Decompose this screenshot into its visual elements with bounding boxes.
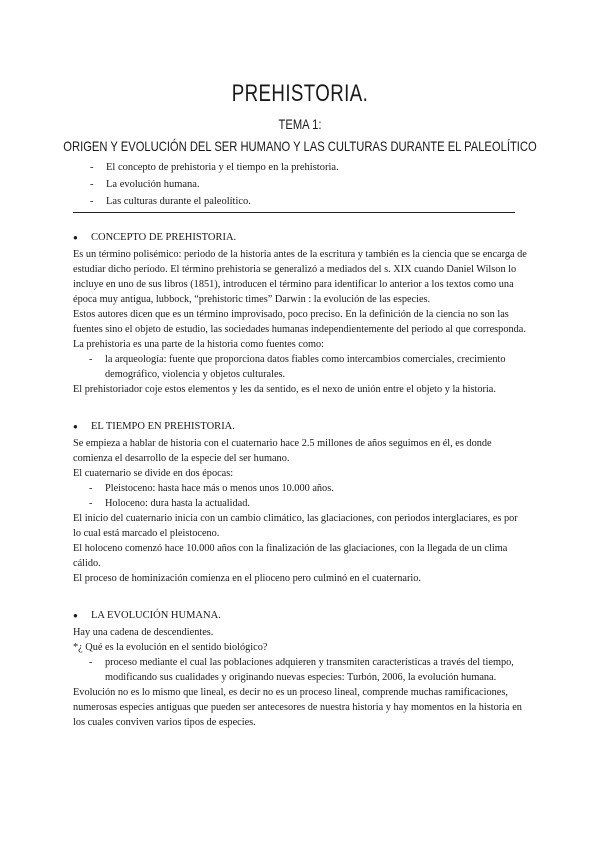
page-title: PREHISTORIA. (231, 80, 369, 107)
section-heading: ● CONCEPTO DE PREHISTORIA. (73, 230, 528, 245)
list-item: - Holoceno: dura hasta la actualidad. (73, 496, 528, 511)
section-heading: ● EL TIEMPO EN PREHISTORIA. (73, 419, 528, 434)
paragraph: Hay una cadena de descendientes. (73, 627, 214, 638)
section-concepto (73, 230, 528, 397)
list-item: - la arqueología: fuente que proporciona datos fiables como intercambios comerciales, crecimiento demográfico, violencia y objetos culturales. (73, 352, 528, 382)
horizontal-divider (73, 212, 515, 213)
paragraph: *¿ Qué es la evolución en el sentido biológico? (73, 642, 268, 653)
section-tiempo (73, 419, 528, 586)
topic-number: TEMA 1: (278, 116, 322, 132)
intro-item: - El concepto de prehistoria y el tiempo en la prehistoria. (90, 159, 339, 176)
document-body (73, 230, 528, 752)
paragraph: El inicio del cuaternario inicia con un cambio climático, las glaciaciones, con periodos interglaciares, es por lo cual está marcado el pleistoceno. (73, 513, 518, 539)
section-evolucion (73, 608, 528, 730)
paragraph: Evolución no es lo mismo que lineal, es decir no es un proceso lineal, comprende muchas ramificaciones, numerosas especies antiguas que pueden ser antecesores de nuestra historia y hay momentos en la historia en los cuales conviven varios tipos de especies. (73, 687, 522, 728)
list-item: - proceso mediante el cual las poblaciones adquieren y transmiten características a través del tiempo, modificando sus cualidades y originando nuevas especies: Turbón, 2006, la evolución humana. (73, 655, 528, 685)
paragraph: El prehistoriador coje estos elementos y les da sentido, es el nexo de unión entre el objeto y la historia. (73, 384, 496, 395)
paragraph: El holoceno comenzó hace 10.000 años con la finalización de las glaciaciones, con la llegada de un clima cálido. (73, 543, 508, 569)
list-item: - Pleistoceno: hasta hace más o menos unos 10.000 años. (73, 481, 528, 496)
paragraph: Es un término polisémico: periodo de la historia antes de la escritura y también es la ciencia que se encarga de estudiar dicho periodo. El término prehistoria se generalizó a mediados del s. XIX cuando Daniel Wilson lo incluye en uno de sus libros (1851), introducen el término para identificar lo anterior a los textos como una época muy antigua, lubbock, “prehistoric times” Darwin : la evolución de las especies. (73, 249, 527, 305)
intro-item: - La evolución humana. (90, 176, 339, 193)
paragraph: Se empieza a hablar de historia con el cuaternario hace 2.5 millones de años seguimos en él, es donde comienza el desarrollo de la especie del ser humano. (73, 438, 492, 464)
paragraph: Estos autores dicen que es un término improvisado, poco preciso. En la definición de la ciencia no son las fuentes sino el objeto de estudio, las sociedades humanas independientemente del periodo al que corresponda. La prehistoria es una parte de la historia como fuentes como: (73, 309, 526, 350)
intro-item: - Las culturas durante el paleolítico. (90, 193, 339, 210)
topic-title: ORIGEN Y EVOLUCIÓN DEL SER HUMANO Y LAS CULTURAS DURANTE EL PALEOLÍTICO (63, 138, 537, 154)
intro-list (90, 159, 339, 210)
paragraph: El proceso de hominización comienza en el plioceno pero culminó en el cuaternario. (73, 573, 421, 584)
dash-list (73, 352, 528, 382)
section-heading: ● LA EVOLUCIÓN HUMANA. (73, 608, 528, 623)
paragraph: El cuaternario se divide en dos épocas: (73, 468, 234, 479)
dash-list (73, 481, 528, 511)
dash-list (73, 655, 528, 685)
